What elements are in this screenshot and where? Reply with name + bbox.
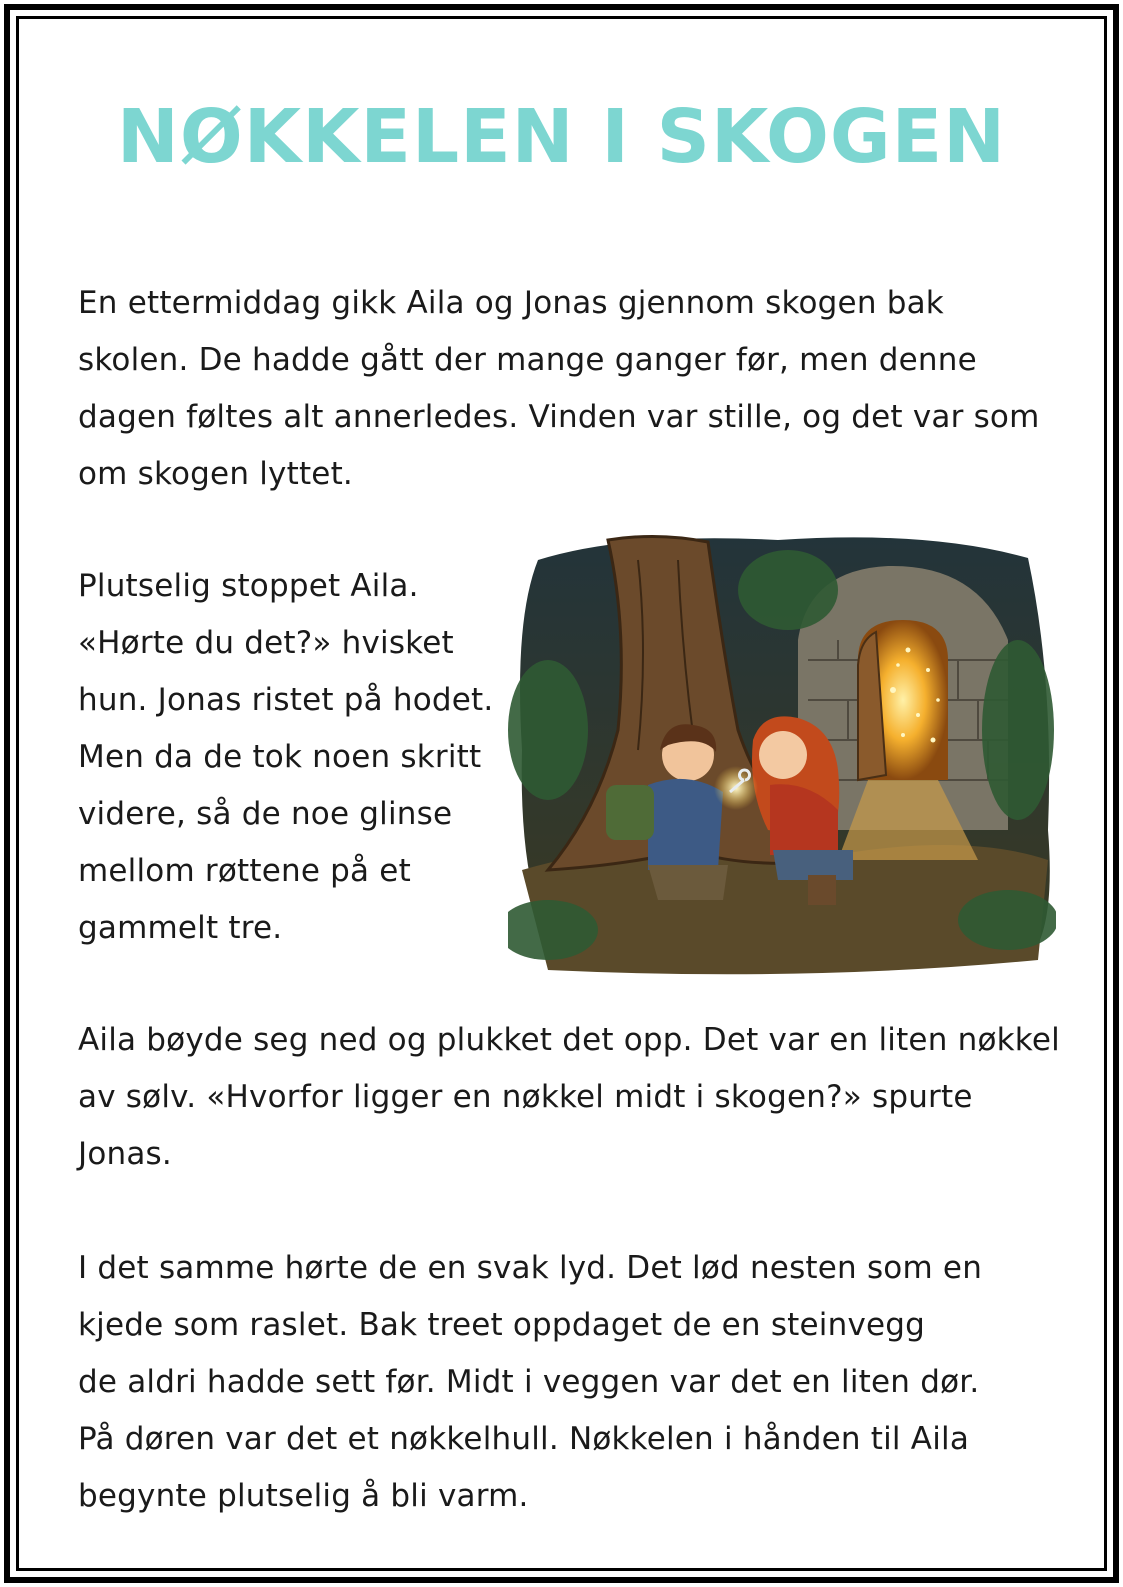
forest-door-illustration (508, 530, 1056, 982)
paragraph-3: Aila bøyde seg ned og plukket det opp. Det var en liten nøkkel av sølv. «Hvorfor ligger en nøkkel midt i skogen?» spurte Jonas. (78, 1022, 1060, 1172)
paragraph-1: En ettermiddag gikk Aila og Jonas gjennom skogen bak skolen. De hadde gått der mange ganger før, men denne dagen føltes alt annerledes. Vinden var stille, og det var som om skogen lyttet. (78, 285, 1040, 492)
story-title: NØKKELEN I SKOGEN (116, 94, 1007, 180)
paragraph-2: Plutselig stoppet Aila. «Hørte du det?» hvisket hun. Jonas ristet på hodet. Men da de tok noen skritt videre, så de noe glinse mellom røttene på et gammelt tre. (78, 568, 494, 946)
paragraph-4: I det samme hørte de en svak lyd. Det lød nesten som en kjede som raslet. Bak treet oppdaget de en steinvegg de aldri hadde sett før. Midt i veggen var det en liten dør. På døren var det et nøkkelhull. Nøkkelen i hånden til Aila begynte plutselig å bli varm. (78, 1250, 983, 1514)
